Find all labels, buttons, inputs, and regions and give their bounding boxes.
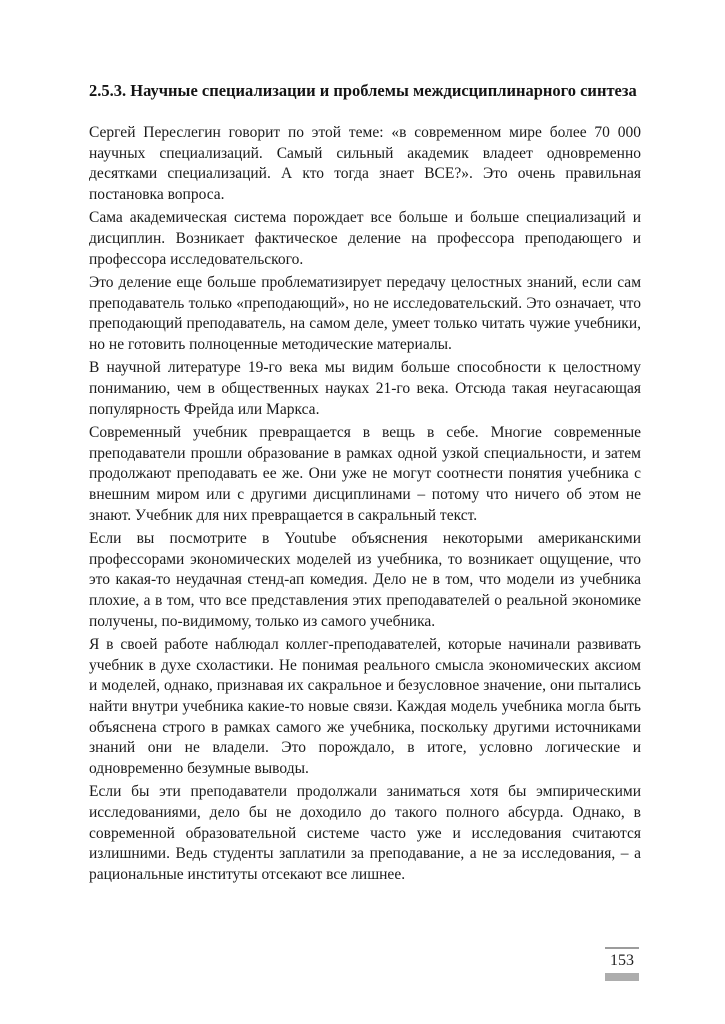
- page-footer: [605, 947, 639, 981]
- paragraph: Современный учебник превращается в вещь в себе. Многие современные преподаватели прошли образование в рамках одной узкой специальности, и затем продолжают преподавать ее же. Они уже не могут соотнести понятия учебника с внешним миром или с другими дисциплинами – потому что ничего об этом не знают. Учебник для них превращается в сакральный текст.: [89, 423, 641, 524]
- body-text: [89, 123, 641, 886]
- paragraph: Сама академическая система порождает все больше и больше специализаций и дисциплин. Возникает фактическое деление на профессора преподающего и профессора исследовательского.: [89, 209, 641, 268]
- paragraph: В научной литературе 19-го века мы видим больше способности к целостному пониманию, чем в общественных науках 21-го века. Отсюда такая неугасающая популярность Фрейда или Маркса.: [89, 359, 641, 418]
- text-column: [89, 80, 641, 888]
- paragraph: Если бы эти преподаватели продолжали заниматься хотя бы эмпирическими исследованиями, дело бы не доходило до такого полного абсурда. Однако, в современной образовательной системе часто уже и исследования считаются излишними. Ведь студенты заплатили за преподавание, а не за исследования, – а рациональные институты отсекают все лишнее.: [89, 783, 641, 884]
- paragraph: Это деление еще больше проблематизирует передачу целостных знаний, если сам преподаватель только «преподающий», но не исследовательский. Это означает, что преподающий преподаватель, на самом деле, умеет только читать чужие учебники, но не готовить полноценные методические материалы.: [89, 273, 641, 354]
- footer-bar: [605, 973, 639, 981]
- section-heading: 2.5.3. Научные специализации и проблемы междисциплинарного синтеза: [89, 81, 637, 100]
- page-number: 153: [610, 952, 634, 969]
- paragraph: Сергей Переслегин говорит по этой теме: «в современном мире более 70 000 научных специализаций. Самый сильный академик владеет одновременно десятками специализаций. А кто тогда знает ВСЕ?». Это очень правильная постановка вопроса.: [89, 124, 641, 204]
- footer-rule: [605, 947, 639, 949]
- paragraph: Я в своей работе наблюдал коллег-преподавателей, которые начинали развивать учебник в духе схоластики. Не понимая реального смысла экономических аксиом и моделей, однако, признавая их сакральное и безусловное значение, они пытались найти внутри учебника какие-то новые связи. Каждая модель учебника могла быть объяснена строго в рамках самого же учебника, поскольку другими источниками знаний они не владели. Это порождало, в итоге, условно логические и одновременно безумные выводы.: [89, 635, 641, 778]
- paragraph: Если вы посмотрите в Youtube объяснения некоторыми американскими профессорами экономических моделей из учебника, то возникает ощущение, что это какая-то неудачная стенд-ап комедия. Дело не в том, что модели из учебника плохие, а в том, что все представления этих преподавателей о реальной экономике получены, по-видимому, только из самого учебника.: [89, 529, 641, 630]
